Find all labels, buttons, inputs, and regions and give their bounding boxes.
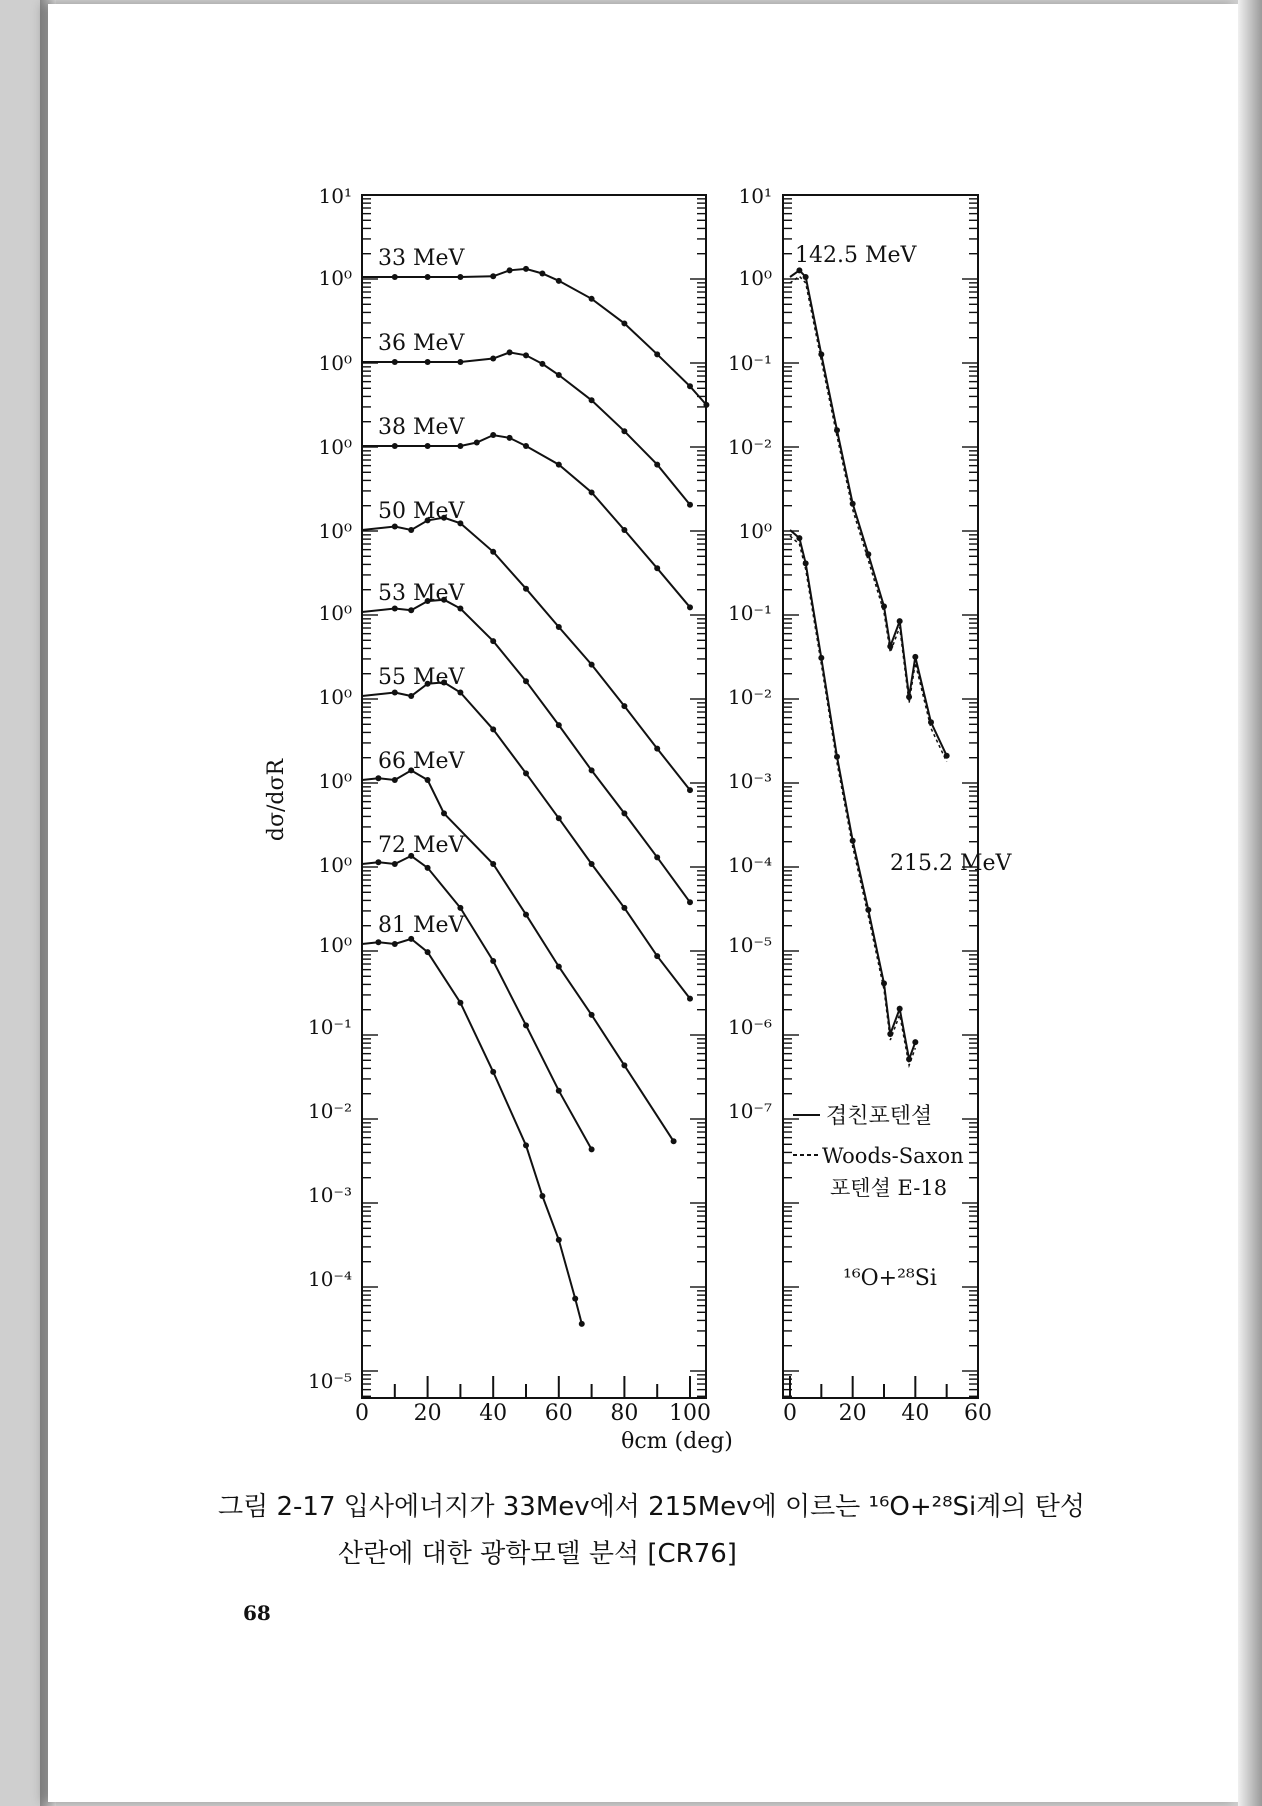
right-y-tick-label: 10⁻¹ (727, 601, 772, 625)
right-data-point (897, 1006, 903, 1012)
left-data-point (425, 777, 431, 783)
right-data-point (803, 560, 809, 566)
left-data-point (539, 361, 545, 367)
left-series-line (362, 939, 582, 1324)
left-data-point (457, 690, 463, 696)
right-data-point (803, 274, 809, 280)
right-y-tick-label: 10⁻⁶ (727, 1015, 772, 1039)
right-energy-labels (795, 243, 1013, 876)
left-data-point (392, 690, 398, 696)
left-energy-labels (378, 246, 466, 938)
left-data-point (572, 1296, 578, 1302)
left-y-tick-label: 10⁰ (318, 351, 352, 375)
left-data-point (621, 320, 627, 326)
left-data-point (687, 502, 693, 508)
left-data-point (392, 359, 398, 365)
right-energy-label: 142.5 MeV (795, 243, 917, 268)
right-panel-frame (783, 195, 978, 1398)
right-y-tick-label: 10⁰ (738, 266, 772, 290)
left-data-point (556, 815, 562, 821)
left-data-point (687, 383, 693, 389)
left-data-point (589, 296, 595, 302)
left-x-tick-label: 0 (355, 1401, 369, 1426)
left-data-point (392, 777, 398, 783)
left-data-point (523, 678, 529, 684)
left-data-point (490, 1069, 496, 1075)
left-data-point (687, 996, 693, 1002)
right-series-line (790, 530, 915, 1059)
left-data-point (556, 1237, 562, 1243)
left-data-point (375, 859, 381, 865)
left-data-point (654, 462, 660, 468)
left-data-point (392, 606, 398, 612)
right-data-point (796, 535, 802, 541)
right-y-tick-label: 10⁻³ (727, 769, 772, 793)
right-data-point (906, 1056, 912, 1062)
left-data-point (539, 1193, 545, 1199)
left-data-point (507, 267, 513, 273)
left-y-tick-label: 10⁻³ (307, 1183, 352, 1207)
right-data-point (912, 654, 918, 660)
right-y-tick-label: 10⁻⁷ (727, 1099, 772, 1123)
right-data-point (887, 643, 893, 649)
left-data-point (556, 278, 562, 284)
left-data-point (556, 722, 562, 728)
left-y-tick-label: 10⁰ (318, 853, 352, 877)
left-y-tick-label: 10⁰ (318, 266, 352, 290)
left-data-point (687, 787, 693, 793)
left-x-tick-label: 80 (610, 1401, 639, 1426)
left-data-point (523, 586, 529, 592)
left-energy-label: 33 MeV (378, 246, 465, 271)
right-y-tick-label: 10⁻² (727, 685, 772, 709)
left-data-point (490, 861, 496, 867)
left-data-point (703, 402, 709, 408)
left-data-point (457, 606, 463, 612)
right-x-tick-label: 60 (964, 1401, 992, 1426)
right-data-point (850, 501, 856, 507)
left-data-point (579, 1321, 585, 1327)
right-data-point (834, 754, 840, 760)
left-energy-label: 38 MeV (378, 415, 465, 440)
left-data-point (457, 274, 463, 280)
left-data-point (654, 854, 660, 860)
left-data-point (621, 810, 627, 816)
left-data-point (507, 435, 513, 441)
right-y-tick-label: 10⁻⁴ (727, 853, 772, 877)
left-data-point (589, 489, 595, 495)
left-energy-label: 36 MeV (378, 331, 465, 356)
left-data-point (589, 397, 595, 403)
left-data-point (654, 351, 660, 357)
left-data-point (687, 604, 693, 610)
right-data-point (865, 907, 871, 913)
figure-caption-line-2: 산란에 대한 광학모델 분석 [CR76] (338, 1539, 737, 1569)
right-y-tick-label: 10⁻² (727, 435, 772, 459)
left-energy-label: 50 MeV (378, 499, 465, 524)
x-axis-label: θcm (deg) (621, 1429, 733, 1454)
left-data-point (621, 428, 627, 434)
right-data-point (850, 838, 856, 844)
left-y-tick-label: 10⁰ (318, 685, 352, 709)
left-data-point (556, 462, 562, 468)
right-energy-label: 215.2 MeV (890, 851, 1012, 876)
left-data-point (375, 939, 381, 945)
left-data-point (408, 527, 414, 533)
left-data-point (474, 440, 480, 446)
left-data-point (523, 912, 529, 918)
left-data-point (687, 899, 693, 905)
reaction-label: ¹⁶O+²⁸Si (843, 1266, 937, 1291)
left-data-point (507, 349, 513, 355)
right-data-point (944, 753, 950, 759)
left-data-point (425, 443, 431, 449)
left-data-point (523, 266, 529, 272)
left-x-tick-label: 20 (413, 1401, 442, 1426)
left-data-point (556, 1088, 562, 1094)
left-data-point (392, 941, 398, 947)
left-y-tick-label: 10⁰ (318, 435, 352, 459)
left-y-tick-label: 10⁻² (307, 1099, 352, 1123)
left-data-point (523, 1142, 529, 1148)
left-data-point (589, 1012, 595, 1018)
left-y-tick-labels (308, 184, 352, 1393)
right-data-point (887, 1031, 893, 1037)
left-x-tick-label: 60 (544, 1401, 573, 1426)
right-data-point (818, 655, 824, 661)
left-data-point (654, 953, 660, 959)
left-data-point (457, 905, 463, 911)
y-axis-label: dσ/dσR (264, 758, 289, 842)
left-data-point (490, 356, 496, 362)
left-data-point (556, 624, 562, 630)
left-data-point (425, 274, 431, 280)
right-data-point (928, 719, 934, 725)
right-series-line (790, 270, 947, 755)
left-data-point (621, 527, 627, 533)
left-panel-frame (362, 195, 706, 1398)
legend-dashed-label-1: Woods-Saxon (822, 1144, 964, 1168)
right-x-tick-label: 0 (783, 1401, 797, 1426)
left-energy-label: 81 MeV (378, 913, 465, 938)
left-data-point (441, 810, 447, 816)
left-data-point (621, 905, 627, 911)
legend-dashed-label-2: 포텐셜 E-18 (830, 1176, 948, 1200)
right-data-point (796, 267, 802, 273)
right-data-point (834, 427, 840, 433)
right-data-point (912, 1039, 918, 1045)
left-series-line (362, 770, 674, 1141)
left-energy-label: 66 MeV (378, 749, 465, 774)
left-data-point (408, 607, 414, 613)
left-energy-label: 55 MeV (378, 665, 465, 690)
left-data-point (490, 432, 496, 438)
left-data-point (457, 359, 463, 365)
left-data-point (589, 1146, 595, 1152)
page-number: 68 (243, 1601, 271, 1625)
right-series-group (790, 267, 950, 1065)
left-data-point (490, 273, 496, 279)
left-y-tick-label: 10¹ (318, 184, 352, 208)
left-data-point (539, 271, 545, 277)
left-data-point (556, 964, 562, 970)
left-y-tick-label: 10⁻⁴ (307, 1267, 352, 1291)
left-data-point (523, 443, 529, 449)
left-tick-marks (362, 199, 706, 1398)
right-data-point (865, 551, 871, 557)
legend-solid-label: 겹친포텐셜 (826, 1104, 933, 1129)
left-data-point (408, 693, 414, 699)
left-data-point (375, 775, 381, 781)
right-y-tick-label: 10⁻¹ (727, 351, 772, 375)
left-data-point (671, 1138, 677, 1144)
left-x-tick-labels (355, 1401, 711, 1426)
left-data-point (425, 359, 431, 365)
left-energy-label: 72 MeV (378, 833, 465, 858)
left-y-tick-label: 10⁰ (318, 519, 352, 543)
left-y-tick-label: 10⁻⁵ (307, 1369, 352, 1393)
left-data-point (654, 746, 660, 752)
left-data-point (392, 443, 398, 449)
left-data-point (490, 549, 496, 555)
left-data-point (621, 703, 627, 709)
right-data-point (881, 603, 887, 609)
right-y-tick-label: 10⁰ (738, 519, 772, 543)
right-x-tick-labels (783, 1401, 992, 1426)
figure-caption-line-1: 그림 2-17 입사에너지가 33Mev에서 215Mev에 이르는 ¹⁶O+²⁸Si계의 탄성 (218, 1492, 1085, 1522)
right-data-point (897, 618, 903, 624)
right-tick-marks (783, 199, 978, 1398)
left-data-point (621, 1062, 627, 1068)
left-data-point (425, 865, 431, 871)
left-x-tick-label: 100 (669, 1401, 711, 1426)
left-data-point (523, 770, 529, 776)
left-data-point (490, 726, 496, 732)
left-data-point (490, 958, 496, 964)
right-y-tick-labels (728, 184, 772, 1123)
left-data-point (589, 662, 595, 668)
right-y-tick-label: 10⁻⁵ (727, 933, 772, 957)
left-data-point (392, 524, 398, 530)
right-series-dashed (790, 536, 915, 1065)
left-data-point (556, 372, 562, 378)
left-y-tick-label: 10⁰ (318, 933, 352, 957)
left-series-line (362, 856, 592, 1150)
left-data-point (457, 443, 463, 449)
left-data-point (523, 1022, 529, 1028)
left-data-point (392, 861, 398, 867)
left-data-point (392, 274, 398, 280)
left-y-tick-label: 10⁰ (318, 769, 352, 793)
left-data-point (589, 767, 595, 773)
left-y-tick-label: 10⁰ (318, 601, 352, 625)
left-data-point (490, 638, 496, 644)
left-data-point (457, 1000, 463, 1006)
right-data-point (881, 980, 887, 986)
left-data-point (589, 861, 595, 867)
right-data-point (818, 351, 824, 357)
left-energy-label: 53 MeV (378, 581, 465, 606)
right-data-point (906, 694, 912, 700)
right-x-tick-label: 40 (901, 1401, 930, 1426)
right-y-tick-label: 10¹ (738, 184, 772, 208)
right-x-tick-label: 20 (838, 1401, 867, 1426)
left-data-point (523, 352, 529, 358)
left-data-point (654, 565, 660, 571)
left-y-tick-label: 10⁻¹ (307, 1015, 352, 1039)
left-data-point (425, 949, 431, 955)
left-x-tick-label: 40 (479, 1401, 508, 1426)
